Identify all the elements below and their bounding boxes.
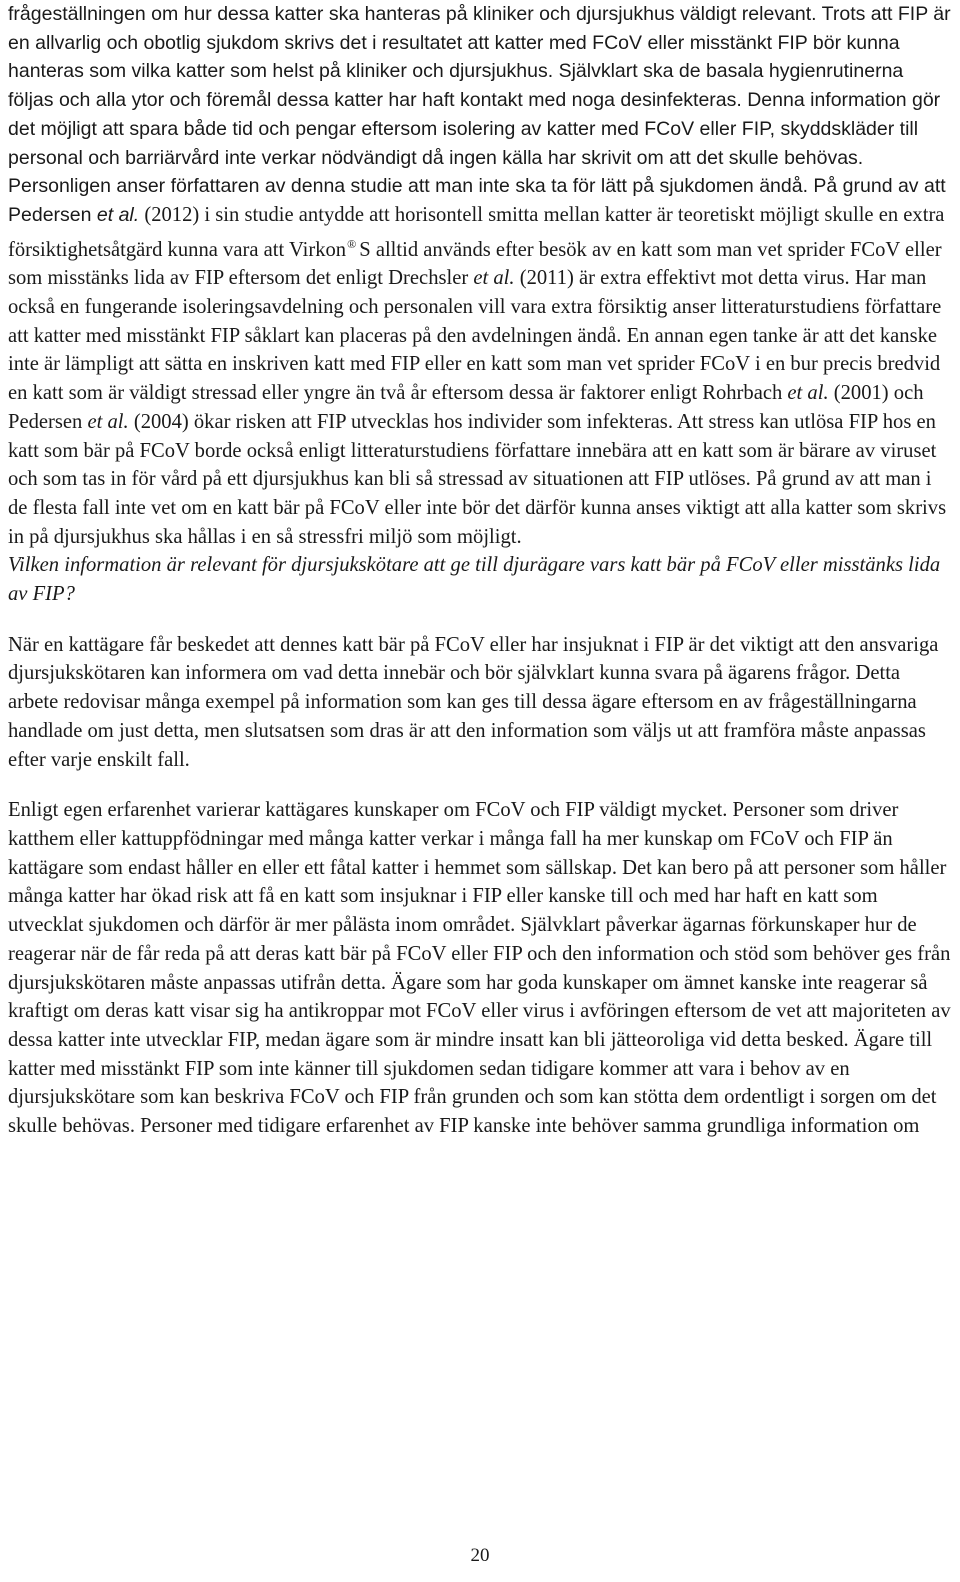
paragraph-sans-segment: frågeställningen om hur dessa katter ska hanteras på kliniker och djursjukhus väldigt relevant. Trots att FIP är en allvarlig och obotlig sjukdom skrivs det i resultatet att katter med FCoV eller misstänkt FIP bör kunna hanteras som vilka katter som helst på kliniker och djursjukhus. Självklart ska de basala hygienrutinerna följas och alla ytor och föremål dessa katter har haft kontakt med noga desinfekteras. Denna information gör det möjligt att spara både tid och pengar eftersom isolering av katter med FCoV eller FIP, skyddskläder till personal och barriärvård inte verkar nödvändigt då ingen källa har skrivit om att det skulle behövas. Personligen anser författaren av denna studie att man inte ska ta för lätt på sjukdomen ändå. På grund av att Pedersen [8,3,951,226]
citation-et-al: et al. [473,267,515,290]
citation-et-al: et al. [87,410,129,433]
citation-et-al: et al. [787,382,829,405]
paragraph-text: (2001) och Pedersen [8,382,924,433]
document-page [8,0,954,1141]
paragraph-text: (2004) ökar risken att FIP utvecklas hos individer som infekteras. Att stress kan utlösa FIP hos en katt som bär på FCoV borde också enligt litteraturstudiens författare innebära att en katt som är bärare av viruset och som tas in för vård på ett djursjukhus kan bli så stressad av situationen att FIP utlöses. På grund av att man i de flesta fall inte vet om en katt bär på FCoV eller inte bör det därför kunna anses viktigt att alla katter som skrivs in på djursjukhus ska hållas i en så stressfri miljö som möjligt. [8,410,947,548]
page-number: 20 [470,1545,490,1566]
paragraph-owner-knowledge: Enligt egen erfarenhet varierar kattägares kunskaper om FCoV och FIP väldigt mycket. Personer som driver katthem eller kattuppfödningar med många katter verkar i många fall ha mer kunskap om FCoV och FIP än kattägare som endast håller en eller ett fåtal katter i hemmet som sällskap. Det kan bero på att personer som håller många katter har ökad risk att få en katt som insjuknar i FIP eller kanske till och med har haft en katt som utvecklat sjukdomen och därför är mer pålästa inom området. Självklart påverkar ägarnas förkunskaper hur de reagerar när de får reda på att deras katt bär på FCoV eller FIP och den information och stöd som behöver ges från djursjukskötaren måste anpassas utifrån detta. Ägare som har goda kunskaper om ämnet kanske inte reagerar så kraftigt om deras katt visar sig ha antikroppar mot FCoV eller virus i avföringen eftersom de vet att majoriteten av dessa katter inte utvecklar FIP, medan ägare som är mindre insatt kan bli jätteoroliga vid detta besked. Ägare till katter med misstänkt FIP som inte känner till sjukdomen sedan tidigare kommer att vara i behov av en djursjukskötare som kan beskriva FCoV och FIP från grunden och som kan stötta dem ordentligt i sorgen om det skulle behövas. Personer med tidigare erfarenhet av FIP kanske inte behöver samma grundliga information om [8,799,951,1138]
paragraph-text: (2011) är extra effektivt mot detta virus. [514,267,855,290]
section-question-heading: Vilken information är relevant för djursjukskötare att ge till djurägare vars katt bär på FCoV eller misstänks lida av FIP? [8,554,941,606]
paragraph-text: Har man också en fungerande isoleringsavdelning och personalen vill vara extra försiktig anser litteraturstudiens författare att katter med misstänkt FIP såklart kan placeras på den avdelningen ändå. En annan egen tanke är att det kanske inte är lämpligt att sätta en inskriven katt med FIP eller en katt som man vet sprider FCoV i en bur precis bredvid en katt som är väldigt stressad eller yngre än två år eftersom dessa är faktorer enligt Rohrbach [8,267,942,405]
paragraph-text: (2012) i sin studie antydde att horisontell smitta mellan katter är teoretiskt möjligt skulle en extra försiktighetsåtgärd kunna vara att Virkon [8,203,945,261]
citation-et-al: et al. [96,203,140,226]
paragraph-hygiene-discussion [8,0,954,551]
paragraph-owner-information: När en kattägare får beskedet att dennes katt bär på FCoV eller har insjuknat i FIP är det viktigt att den ansvariga djursjukskötaren kan informera om vad detta innebär och bör självklart kunna svara på ägarens frågor. Detta arbete redovisar många exempel på information som kan ges till dessa ägare eftersom en av frågeställningarna handlade om just detta, men slutsatsen som dras är att den information som väljs ut att framföra måste anpassas efter varje enskilt fall. [8,633,939,771]
registered-trademark-symbol: ® [347,236,357,251]
paragraph-text: S alltid används efter besök av en katt som man vet sprider FCoV eller som misstänks lida av FIP eftersom det enligt Drechsler [8,238,942,290]
